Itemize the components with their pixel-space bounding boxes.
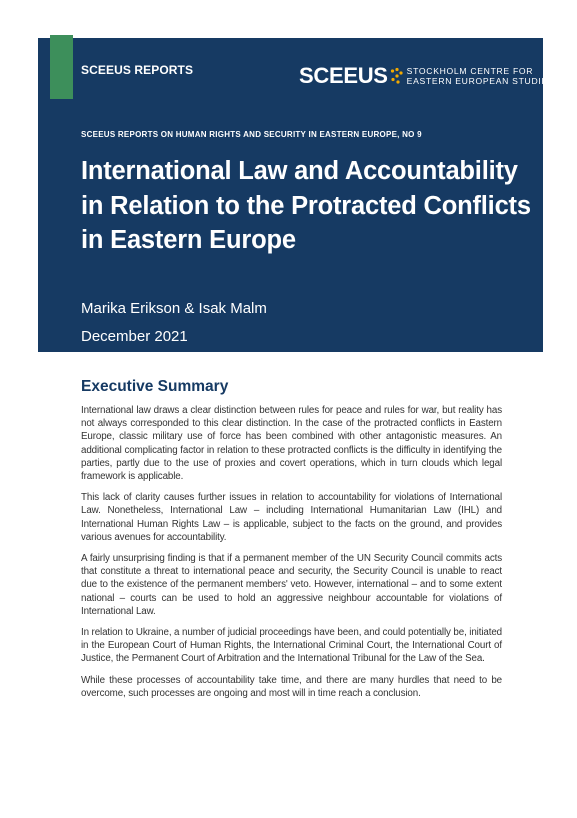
- report-title: International Law and Accountability in Relation to the Protracted Conflicts in Eastern Europe: [81, 157, 531, 254]
- executive-summary-heading: Executive Summary: [81, 378, 229, 395]
- logo-dots-icon: [390, 65, 404, 87]
- logo-subtitle-line2: EASTERN EUROPEAN STUDIES: [406, 76, 555, 86]
- logo-subtitle: [407, 66, 555, 86]
- summary-paragraph: International law draws a clear distinction between rules for peace and rules for war, but reality has not always corresponded to this clear distinction. In the case of the protracted conflicts in Eastern Europe, classic military use of force has been combined with other antagonistic measures. An additional complicating factor in relation to these protracted conflicts is the difficulty in identifying the parties, partly due to the use of proxies and covert operations, which in turn clouds which legal framework is applicable.: [81, 405, 502, 483]
- authors: Marika Erikson & Isak Malm: [81, 300, 267, 317]
- executive-summary-body: [81, 404, 502, 708]
- report-series-kicker: SCEEUS REPORTS ON HUMAN RIGHTS AND SECURITY IN EASTERN EUROPE, NO 9: [81, 130, 422, 139]
- summary-paragraph: A fairly unsurprising finding is that if a permanent member of the UN Security Council commits acts that constitute a threat to international peace and security, the Security Council is unable to react due to the existence of the permanent members' veto. However, international – and to some extent national – courts can be used to hold an aggressive neighbour accountable for violations of International Law.: [81, 553, 502, 617]
- sceeus-logo: [299, 64, 554, 88]
- publication-date: December 2021: [81, 328, 188, 345]
- summary-paragraph: While these processes of accountability take time, and there are many hurdles that need to be overcome, such processes are ongoing and most will in time reach a conclusion.: [81, 674, 502, 699]
- green-accent-tab: [50, 35, 73, 99]
- logo-subtitle-line1: STOCKHOLM CENTRE FOR: [406, 66, 534, 76]
- series-label: SCEEUS REPORTS: [81, 63, 194, 77]
- logo-wordmark: SCEEUS: [299, 63, 388, 88]
- summary-paragraph: This lack of clarity causes further issues in relation to accountability for violations of International Law. Nonetheless, International Law – including International Humanitarian Law (IHL) and International Human Rights Law – is applicable, subject to the facts on the ground, and provides various avenues for accountability.: [81, 492, 502, 543]
- summary-paragraph: In relation to Ukraine, a number of judicial proceedings have been, and could potentially be, initiated in the European Court of Human Rights, the International Criminal Court, the International Court of Justice, the Permanent Court of Arbitration and the International Tribunal for the Law of the Sea.: [81, 627, 502, 665]
